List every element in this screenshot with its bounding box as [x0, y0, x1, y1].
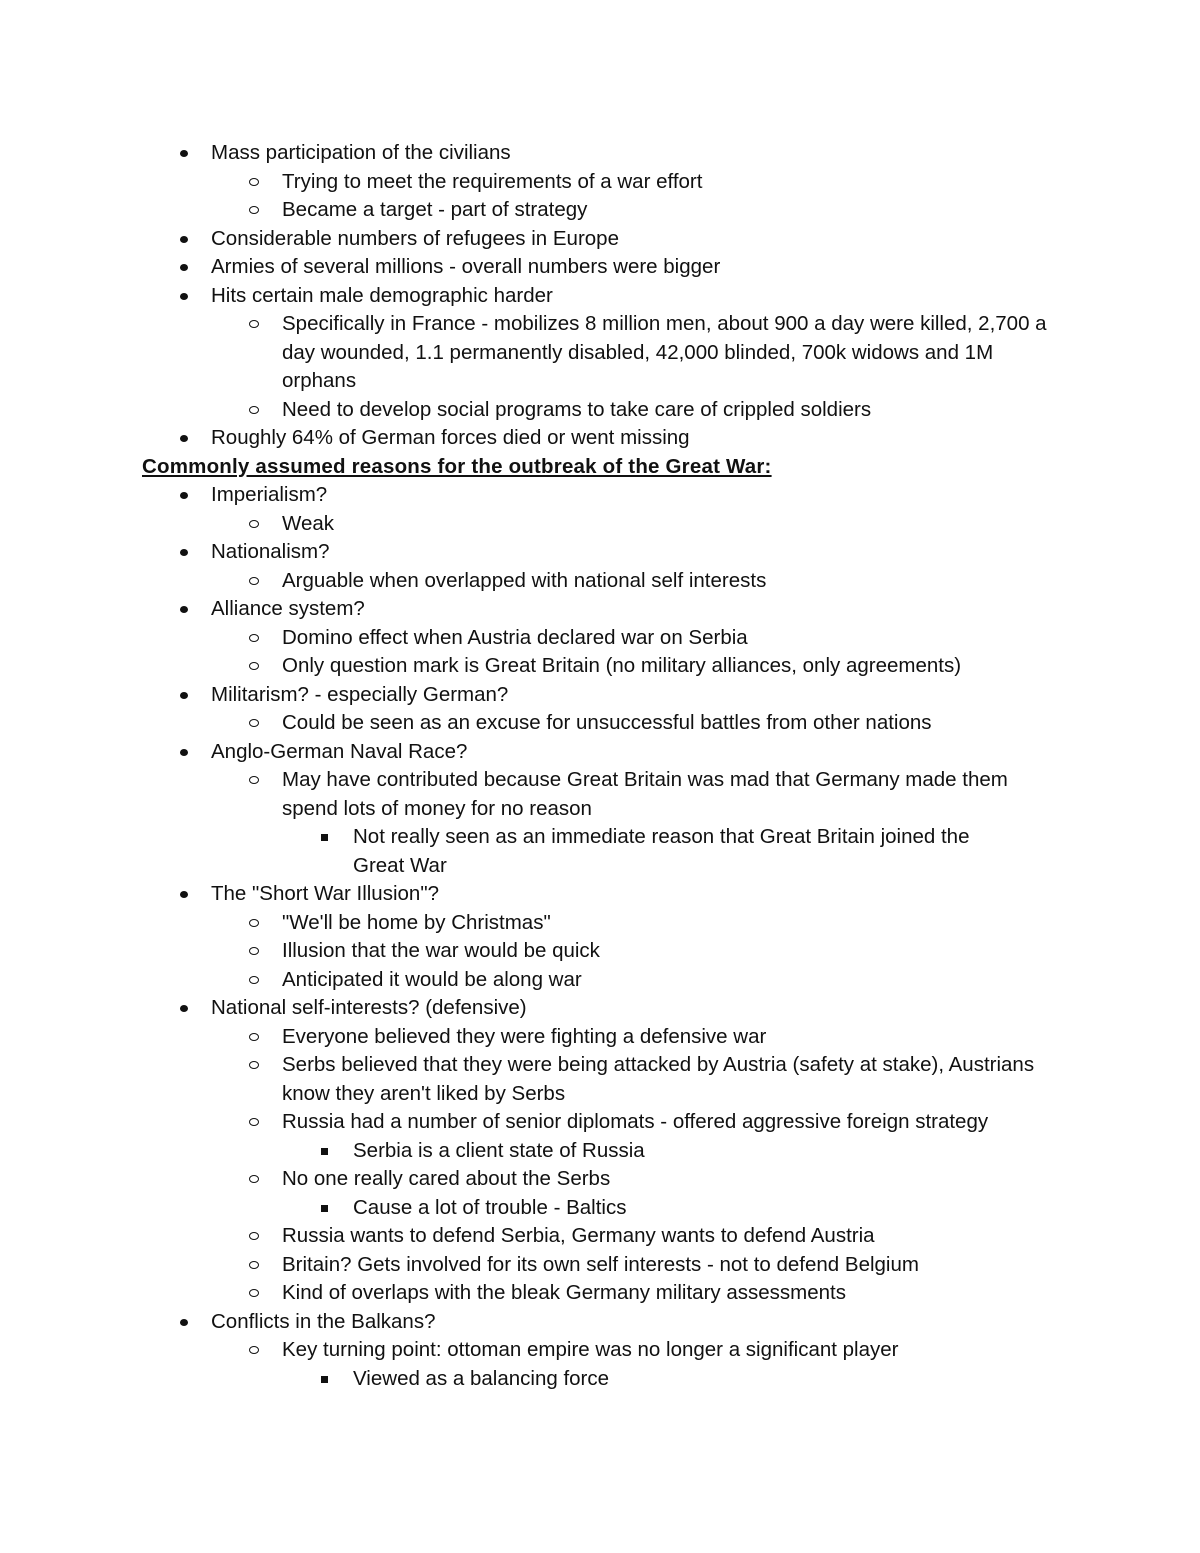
bullet-circle-icon — [249, 1289, 259, 1297]
bullet-circle-icon — [249, 976, 259, 984]
list-item: National self-interests? (defensive) — [0, 994, 1200, 1023]
bullet-square-icon — [321, 1205, 328, 1212]
list-item: Nationalism? — [0, 538, 1200, 567]
sub-list-item: Arguable when overlapped with national self interests — [0, 567, 1200, 596]
bullet-disc-icon — [180, 1005, 188, 1012]
bullet-disc-icon — [180, 549, 188, 556]
section-heading: Commonly assumed reasons for the outbreak of the Great War: — [142, 454, 772, 478]
bullet-circle-icon — [249, 1175, 259, 1183]
bullet-circle-icon — [249, 1118, 259, 1126]
list-item: Roughly 64% of German forces died or went missing — [0, 424, 1200, 453]
sub-sub-list-item: Cause a lot of trouble - Baltics — [0, 1194, 1200, 1223]
bullet-disc-icon — [180, 692, 188, 699]
sub-list-item: No one really cared about the Serbs — [0, 1165, 1200, 1194]
list-item: Militarism? - especially German? — [0, 681, 1200, 710]
sub-list-item: Kind of overlaps with the bleak Germany military assessments — [0, 1279, 1200, 1308]
bullet-disc-icon — [180, 606, 188, 613]
bullet-circle-icon — [249, 662, 259, 670]
list-item: The "Short War Illusion"? — [0, 880, 1200, 909]
sub-list-item: "We'll be home by Christmas" — [0, 909, 1200, 938]
sub-sub-list-item: Viewed as a balancing force — [0, 1365, 1200, 1394]
bullet-disc-icon — [180, 891, 188, 898]
sub-sub-list-item: Not really seen as an immediate reason that Great Britain joined the Great War — [0, 823, 1013, 880]
bullet-circle-icon — [249, 206, 259, 214]
list-item: Alliance system? — [0, 595, 1200, 624]
bullet-disc-icon — [180, 435, 188, 442]
list-item: Mass participation of the civilians — [0, 139, 1200, 168]
bullet-circle-icon — [249, 406, 259, 414]
sub-list-item: Weak — [0, 510, 1200, 539]
sub-list-item: Could be seen as an excuse for unsuccessful battles from other nations — [0, 709, 1200, 738]
bullet-square-icon — [321, 1148, 328, 1155]
bullet-circle-icon — [249, 1346, 259, 1354]
sub-list-item: Need to develop social programs to take care of crippled soldiers — [0, 396, 1200, 425]
list-item: Armies of several millions - overall numbers were bigger — [0, 253, 1200, 282]
bullet-circle-icon — [249, 1232, 259, 1240]
sub-list-item: Anticipated it would be along war — [0, 966, 1200, 995]
sub-list-item: Everyone believed they were fighting a defensive war — [0, 1023, 1200, 1052]
bullet-disc-icon — [180, 264, 188, 271]
bullet-circle-icon — [249, 178, 259, 186]
bullet-circle-icon — [249, 919, 259, 927]
bullet-square-icon — [321, 1376, 328, 1383]
sub-list-item: Serbs believed that they were being attacked by Austria (safety at stake), Austrians know they aren't liked by Serbs — [0, 1051, 1052, 1108]
bullet-disc-icon — [180, 150, 188, 157]
bullet-circle-icon — [249, 776, 259, 784]
bullet-disc-icon — [180, 749, 188, 756]
bullet-disc-icon — [180, 1319, 188, 1326]
bullet-square-icon — [321, 834, 328, 841]
bullet-circle-icon — [249, 1261, 259, 1269]
bullet-disc-icon — [180, 492, 188, 499]
sub-list-item: Domino effect when Austria declared war on Serbia — [0, 624, 1200, 653]
sub-list-item: Britain? Gets involved for its own self interests - not to defend Belgium — [0, 1251, 1200, 1280]
sub-list-item: Illusion that the war would be quick — [0, 937, 1200, 966]
sub-list-item: May have contributed because Great Britain was mad that Germany made them spend lots of money for no reason — [0, 766, 1052, 823]
bullet-disc-icon — [180, 293, 188, 300]
sub-list-item: Key turning point: ottoman empire was no longer a significant player — [0, 1336, 1200, 1365]
bullet-circle-icon — [249, 320, 259, 328]
sub-list-item: Trying to meet the requirements of a war effort — [0, 168, 1200, 197]
bullet-disc-icon — [180, 236, 188, 243]
list-item: Imperialism? — [0, 481, 1200, 510]
sub-list-item: Specifically in France - mobilizes 8 million men, about 900 a day were killed, 2,700 a day wounded, 1.1 permanently disabled, 42,000 blinded, 700k widows and 1M orphans — [0, 310, 1052, 396]
list-item: Anglo-German Naval Race? — [0, 738, 1200, 767]
sub-list-item: Russia wants to defend Serbia, Germany wants to defend Austria — [0, 1222, 1200, 1251]
sub-sub-list-item: Serbia is a client state of Russia — [0, 1137, 1200, 1166]
bullet-circle-icon — [249, 634, 259, 642]
bullet-circle-icon — [249, 1061, 259, 1069]
bullet-circle-icon — [249, 577, 259, 585]
bullet-circle-icon — [249, 719, 259, 727]
bullet-circle-icon — [249, 1033, 259, 1041]
list-item: Hits certain male demographic harder — [0, 282, 1200, 311]
sub-list-item: Only question mark is Great Britain (no military alliances, only agreements) — [0, 652, 1200, 681]
sub-list-item: Became a target - part of strategy — [0, 196, 1200, 225]
bullet-circle-icon — [249, 947, 259, 955]
bullet-circle-icon — [249, 520, 259, 528]
notes-page — [0, 139, 1200, 1393]
list-item: Conflicts in the Balkans? — [0, 1308, 1200, 1337]
list-item: Considerable numbers of refugees in Europe — [0, 225, 1200, 254]
sub-list-item: Russia had a number of senior diplomats - offered aggressive foreign strategy — [0, 1108, 1200, 1137]
